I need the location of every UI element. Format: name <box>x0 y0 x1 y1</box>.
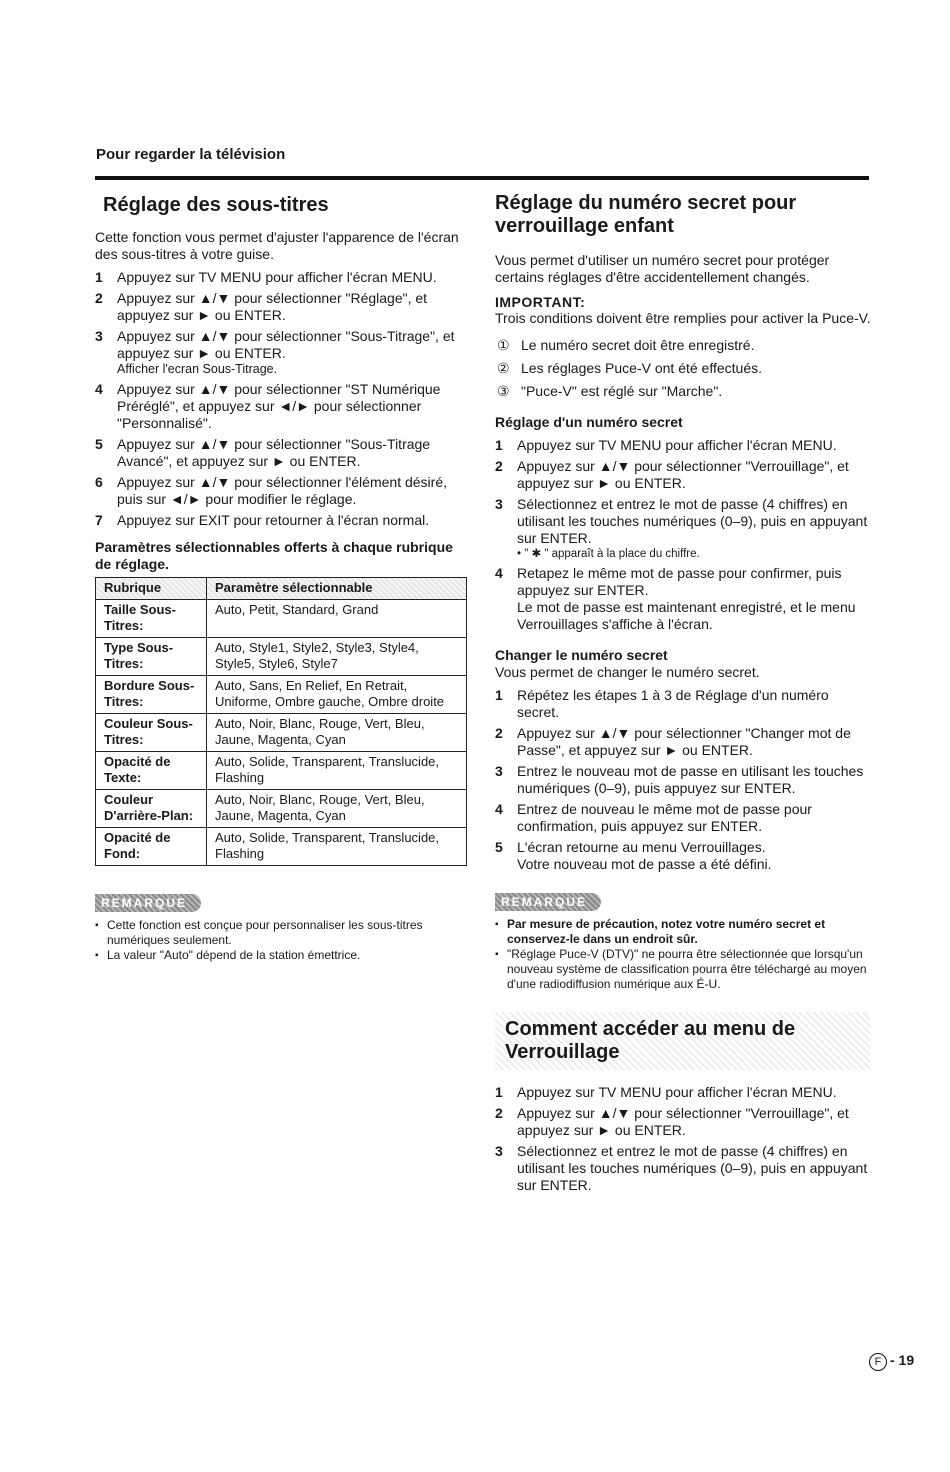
list-item: ① Le numéro secret doit être enregistré. <box>497 337 755 353</box>
important-label: IMPORTANT: <box>495 294 586 310</box>
list-item: 2 Appuyez sur ▲/▼ pour sélectionner "Verrouillage", et appuyez sur ► ou ENTER. <box>495 1105 849 1138</box>
table-row: Couleur Sous-Titres: Auto, Noir, Blanc, Rouge, Vert, Bleu, Jaune, Magenta, Cyan <box>96 714 467 752</box>
change-secret-steps <box>495 687 873 873</box>
table-row: Type Sous-Titres: Auto, Style1, Style2, Style3, Style4, Style5, Style6, Style7 <box>96 638 467 676</box>
header-rule <box>95 176 869 180</box>
language-circle-icon: F <box>869 1353 887 1371</box>
list-item: 3 Sélectionnez et entrez le mot de passe (4 chiffres) en utilisant les touches numériques (0–9), puis en appuyant sur ENTER. • " ✱ " apparaît à la place du chiffre. <box>495 496 873 561</box>
list-item: ▪ Cette fonction est conçue pour personnaliser les sous-titres numériques seulement. <box>95 918 473 948</box>
remark-notes <box>95 918 473 963</box>
subtitle-intro: Cette fonction vous permet d'ajuster l'apparence de l'écran des sous-titres à votre guise. <box>95 229 459 262</box>
table-title: Paramètres sélectionnables offerts à chaque rubrique de réglage. <box>95 539 453 572</box>
lock-menu-title: Comment accéder au menu de Verrouillage <box>505 1018 796 1063</box>
conditions-list <box>495 337 873 400</box>
step-note: Votre nouveau mot de passe a été défini. <box>517 856 772 872</box>
subtitle-steps <box>95 269 473 529</box>
table-row: Taille Sous-Titres: Auto, Petit, Standard, Grand <box>96 600 467 638</box>
list-item: 3 Sélectionnez et entrez le mot de passe (4 chiffres) en utilisant les touches numériques (0–9), puis en appuyant sur ENTER. <box>495 1143 868 1193</box>
list-item: 6 Appuyez sur ▲/▼ pour sélectionner l'élément désiré, puis sur ◄/► pour modifier le réglage. <box>95 474 447 507</box>
list-item: ② Les réglages Puce-V ont été effectués. <box>497 360 763 376</box>
list-item: 2 Appuyez sur ▲/▼ pour sélectionner "Réglage", et appuyez sur ► ou ENTER. <box>95 290 428 323</box>
list-item: ▪ "Réglage Puce-V (DTV)" ne pourra être sélectionnée que lorsqu'un nouveau système de classification pourra être téléchargé au moyen d'une radiodiffusion numérique aux É-U. <box>495 947 873 992</box>
subtitle-section-title: Réglage des sous-titres <box>103 194 329 216</box>
list-item: 5 Appuyez sur ▲/▼ pour sélectionner "Sous-Titrage Avancé", et appuyez sur ► ou ENTER. <box>95 436 431 469</box>
list-item: ③ "Puce-V" est réglé sur "Marche". <box>497 383 723 399</box>
left-column <box>95 192 473 963</box>
list-item: ▪ Par mesure de précaution, notez votre numéro secret et conservez-le dans un endroit sûr. <box>495 917 873 947</box>
remark-badge: REMARQUE <box>495 893 601 911</box>
parameters-table <box>95 577 467 866</box>
list-item: 1 Appuyez sur TV MENU pour afficher l'écran MENU. <box>495 437 837 453</box>
change-secret-intro: Vous permet de changer le numéro secret. <box>495 664 760 680</box>
list-item: 4 Appuyez sur ▲/▼ pour sélectionner "ST Numérique Préréglé", et appuyez sur ◄/► pour sélectionner "Personnalisé". <box>95 381 441 431</box>
lock-menu-steps <box>495 1084 873 1194</box>
remark-notes <box>495 917 873 992</box>
list-item: 5 L'écran retourne au menu Verrouillages. Votre nouveau mot de passe a été défini. <box>495 839 873 873</box>
right-column <box>495 192 873 1198</box>
set-secret-steps <box>495 437 873 633</box>
table-header: Paramètre sélectionnable <box>207 578 467 600</box>
table-header-row <box>96 578 467 600</box>
secret-section-title: Réglage du numéro secret pour verrouillage enfant <box>495 192 797 237</box>
secret-intro: Vous permet d'utiliser un numéro secret pour protéger certains réglages d'être accidentellement changés. <box>495 252 830 285</box>
remark-badge: REMARQUE <box>95 894 201 912</box>
page-number: F - 19 <box>869 1352 914 1371</box>
table-row: Opacité de Fond: Auto, Solide, Transparent, Translucide, Flashing <box>96 828 467 866</box>
step-note: Le mot de passe est maintenant enregistré, et le menu Verrouillages s'affiche à l'écran. <box>517 599 856 632</box>
step-note: • " ✱ " apparaît à la place du chiffre. <box>517 548 700 560</box>
list-item: 1 Appuyez sur TV MENU pour afficher l'écran MENU. <box>95 269 437 285</box>
table-header: Rubrique <box>96 578 207 600</box>
set-secret-subtitle: Réglage d'un numéro secret <box>495 414 683 430</box>
change-secret-subtitle: Changer le numéro secret <box>495 647 668 663</box>
step-note: Afficher l'ecran Sous-Titrage. <box>117 362 278 376</box>
section-header: Pour regarder la télévision <box>96 146 286 163</box>
list-item: 4 Entrez de nouveau le même mot de passe pour confirmation, puis appuyez sur ENTER. <box>495 801 812 834</box>
important-text: Trois conditions doivent être remplies pour activer la Puce-V. <box>495 310 871 326</box>
list-item: ▪ La valeur "Auto" dépend de la station émettrice. <box>95 948 473 963</box>
list-item: 2 Appuyez sur ▲/▼ pour sélectionner "Verrouillage", et appuyez sur ► ou ENTER. <box>495 458 849 491</box>
table-row: Opacité de Texte: Auto, Solide, Transparent, Translucide, Flashing <box>96 752 467 790</box>
list-item: 3 Appuyez sur ▲/▼ pour sélectionner "Sous-Titrage", et appuyez sur ► ou ENTER. Afficher l'ecran Sous-Titrage. <box>95 328 473 377</box>
list-item: 1 Répétez les étapes 1 à 3 de Réglage d'un numéro secret. <box>495 687 829 720</box>
list-item: 3 Entrez le nouveau mot de passe en utilisant les touches numériques (0–9), puis appuyez sur ENTER. <box>495 763 864 796</box>
lock-menu-banner <box>495 1012 870 1070</box>
list-item: 4 Retapez le même mot de passe pour confirmer, puis appuyez sur ENTER. Le mot de passe est maintenant enregistré, et le menu Verrouillages s'affiche à l'écran. <box>495 565 873 633</box>
list-item: 1 Appuyez sur TV MENU pour afficher l'écran MENU. <box>495 1084 837 1100</box>
table-row: Bordure Sous-Titres: Auto, Sans, En Relief, En Retrait, Uniforme, Ombre gauche, Ombre droite <box>96 676 467 714</box>
list-item: 2 Appuyez sur ▲/▼ pour sélectionner "Changer mot de Passe", et appuyez sur ► ou ENTER. <box>495 725 851 758</box>
list-item: 7 Appuyez sur EXIT pour retourner à l'écran normal. <box>95 512 430 528</box>
table-row: Couleur D'arrière-Plan: Auto, Noir, Blanc, Rouge, Vert, Bleu, Jaune, Magenta, Cyan <box>96 790 467 828</box>
